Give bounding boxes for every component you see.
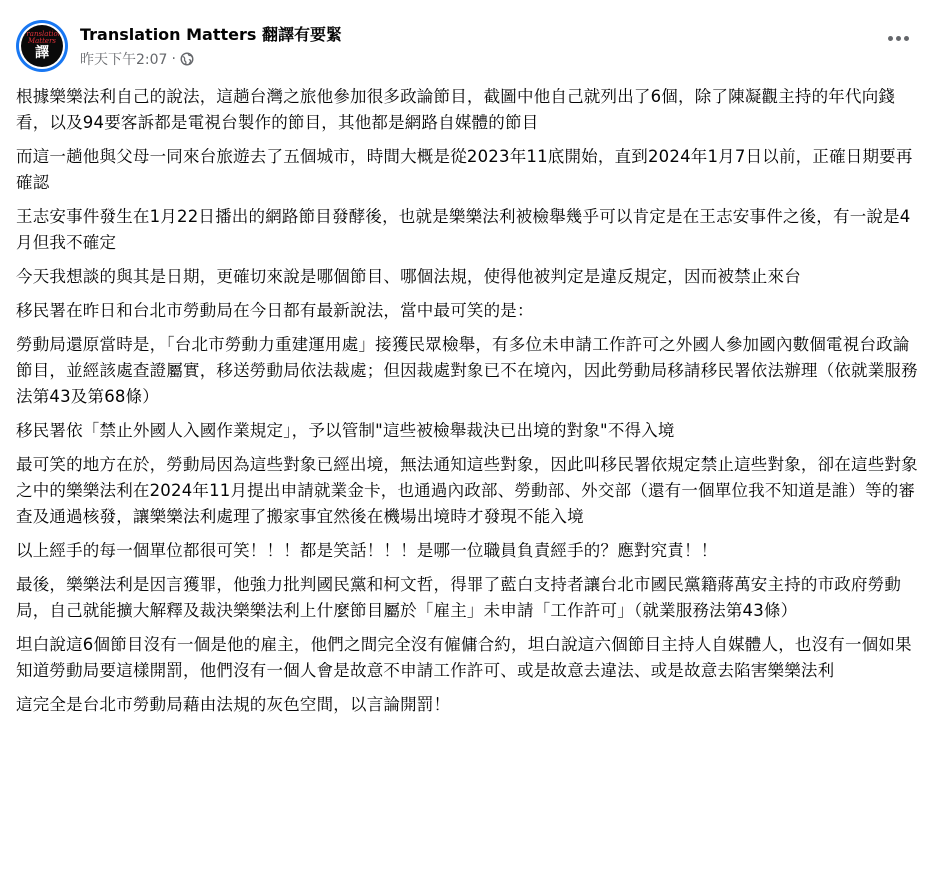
globe-icon[interactable] (180, 52, 194, 66)
post-header (16, 18, 920, 74)
post-paragraph: 而這一趟他與父母一同來台旅遊去了五個城市，時間大概是從2023年11底開始，直到2024年1月7日以前，正確日期要再確認 (16, 147, 913, 192)
post-paragraph: 王志安事件發生在1月22日播出的網路節目發酵後，也就是樂樂法利被檢舉幾乎可以肯定是在王志安事件之後，有一說是4月但我不確定 (16, 207, 911, 252)
avatar[interactable] (16, 20, 68, 72)
post-body (16, 84, 920, 726)
post-paragraph: 今天我想談的與其是日期，更確切來說是哪個節目、哪個法規，使得他被判定是違反規定，因而被禁止來台 (16, 267, 801, 286)
post-paragraph: 根據樂樂法利自己的說法，這趟台灣之旅他參加很多政論節目，截圖中他自己就列出了6個，除了陳凝觀主持的年代向錢看，以及94要客訴都是電視台製作的節目，其他都是網路自媒體的節目 (16, 87, 896, 132)
more-dot (896, 36, 901, 41)
post-paragraph: 最可笑的地方在於，勞動局因為這些對象已經出境，無法通知這些對象，因此叫移民署依規定禁止這些對象，卻在這些對象之中的樂樂法利在2024年11月提出申請就業金卡，也通過內政部、勞動部、外交部（還有一個單位我不知道是誰）等的審查及通過核發，讓樂樂法利處理了搬家事宜然後在機場出境時才發現不能入境 (16, 455, 918, 526)
more-dot (904, 36, 909, 41)
more-dot (888, 36, 893, 41)
avatar-logo-char: 譯 (35, 45, 49, 61)
more-options-icon[interactable] (882, 26, 914, 50)
post-paragraph: 以上經手的每一個單位都很可笑！！！都是笑話！！！是哪一位職員負責經手的？應對究責！！ (16, 541, 718, 560)
meta-separator: · (171, 51, 176, 67)
post-paragraph: 最後，樂樂法利是因言獲罪，他強力批判國民黨和柯文哲，得罪了藍白支持者讓台北市國民黨籍蔣萬安主持的市政府勞動局，自己就能擴大解釋及裁決樂樂法利上什麼節目屬於「雇主」未申請「工作許可」（就業服務法第43條） (16, 575, 902, 620)
post-timestamp[interactable]: 昨天下午2:07 (80, 52, 168, 68)
avatar-image (21, 25, 63, 67)
post-paragraph: 移民署在昨日和台北市勞動局在今日都有最新說法，當中最可笑的是： (16, 301, 534, 320)
post-paragraph: 這完全是台北市勞動局藉由法規的灰色空間，以言論開罰！ (16, 695, 451, 714)
avatar-logo-text: Translation Matters (21, 30, 63, 45)
post-paragraph: 移民署依「禁止外國人入國作業規定」，予以管制"這些被檢舉裁決已出境的對象"不得入境 (16, 421, 675, 440)
post-paragraph: 坦白說這6個節目沒有一個是他的雇主，他們之間完全沒有僱傭合約，坦白說這六個節目主持人自媒體人，也沒有一個如果知道勞動局要這樣開罰，他們沒有一個人會是故意不申請工作許可、或是故意去違法、或是故意去陷害樂樂法利 (16, 635, 912, 680)
post-meta (80, 49, 194, 69)
author-name[interactable]: Translation Matters 翻譯有要緊 (80, 25, 342, 44)
post-paragraph: 勞動局還原當時是，「台北市勞動力重建運用處」接獲民眾檢舉，有多位未申請工作許可之外國人參加國內數個電視台政論節目，並經該處查證屬實，移送勞動局依法裁處；但因裁處對象已不在境內，因此勞動局移請移民署依法辦理（依就業服務法第43及第68條） (16, 335, 918, 406)
avatar-ring (19, 23, 65, 69)
